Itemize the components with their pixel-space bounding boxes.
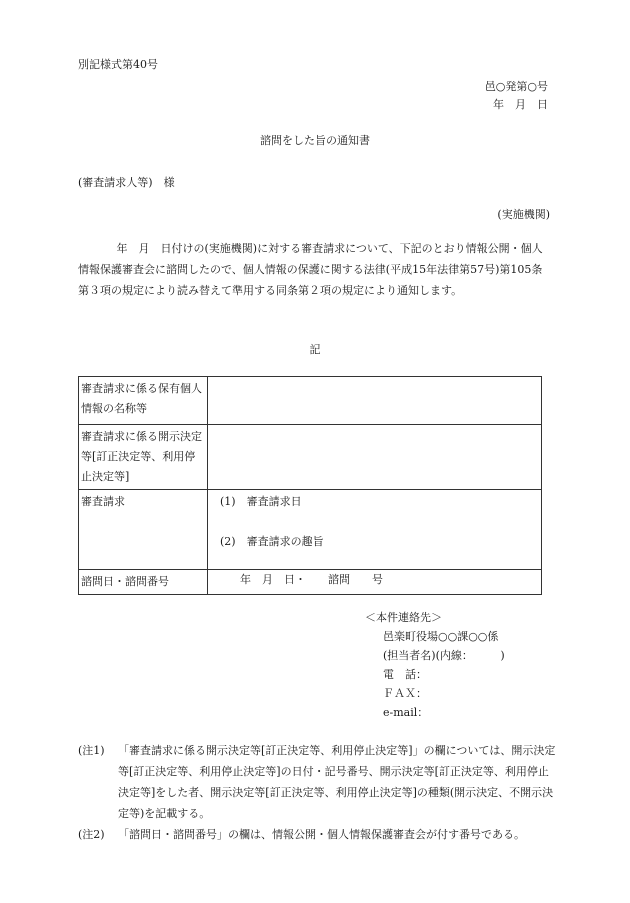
table-label-record-name: 審査請求に係る保有個人情報の名称等 (79, 377, 208, 425)
form-id: 別記様式第40号 (78, 58, 158, 71)
contact-fax: ＦＡＸ： (383, 687, 427, 700)
note-text: 「審査請求に係る開示決定等[訂正決定等、利用停止決定等]」の欄については、開示決定等[訂正決定等、利用停止決定等]の日付・記号番号、開示決定等[訂正決定等、利用停止決定等]をした者、開示決定等[訂正決定等、利用停止決定等]の種類(開示決定、不開示決定等)を記載する。 (118, 744, 556, 820)
contact-phone: 電 話： (383, 668, 427, 681)
table-label-request: 審査請求 (79, 490, 208, 570)
page-title: 諮問をした旨の通知書 (260, 134, 370, 147)
issuer: (実施機関) (497, 208, 550, 221)
details-table (78, 376, 542, 595)
contact-dept: 邑楽町役場○○課○○係 (383, 630, 499, 643)
table-row (79, 490, 542, 570)
note-tag: (注2) (78, 828, 105, 841)
note-item (78, 824, 558, 845)
contact-heading: ＜本件連絡先＞ (365, 611, 442, 624)
table-value-consultation: 年 月 日・ 諮問 号 (208, 570, 542, 595)
document-number: 邑○発第○号 (484, 80, 548, 93)
table-value-disclosure-decision (208, 425, 542, 490)
table-value-record-name (208, 377, 542, 425)
addressee: (審査請求人等) 様 (78, 176, 175, 189)
table-value-request (208, 490, 542, 570)
notes (78, 740, 558, 845)
note-tag: (注1) (78, 744, 105, 757)
contact-block (365, 608, 505, 722)
body-paragraph: 年 月 日付けの(実施機関)に対する審査請求について、下記のとおり情報公開・個人情報保護審査会に諮問したので、個人情報の保護に関する法律(平成15年法律第57号)第105条第３項の規定により読み替えて準用する同条第２項の規定により通知します。 (78, 242, 543, 297)
note-item (78, 740, 558, 824)
ki-heading: 記 (309, 343, 321, 356)
note-text: 「諮問日・諮問番号」の欄は、情報公開・個人情報保護審査会が付す番号である。 (118, 828, 525, 841)
table-row (79, 425, 542, 490)
table-row (79, 570, 542, 595)
contact-email: e-mail： (383, 706, 429, 719)
request-date-item: (1) 審査請求日 (220, 495, 302, 508)
document-date: 年 月 日 (493, 98, 548, 111)
contact-person: (担当者名)(内線： ) (383, 649, 505, 662)
request-purpose-item: (2) 審査請求の趣旨 (220, 535, 324, 548)
table-label-disclosure-decision: 審査請求に係る開示決定等[訂正決定等、利用停止決定等] (79, 425, 208, 490)
table-label-consultation: 諮問日・諮問番号 (79, 570, 208, 595)
table-row (79, 377, 542, 425)
